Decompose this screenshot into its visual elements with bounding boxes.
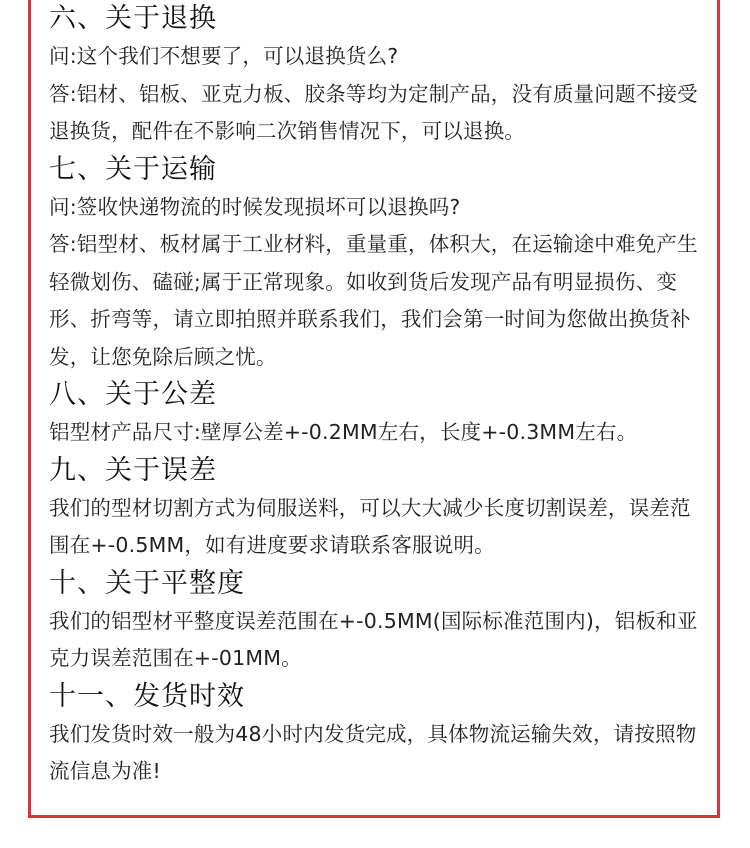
answer-text: 答:铝型材、板材属于工业材料，重量重，体积大，在运输途中难免产生轻微划伤、磕碰;属于正常现象。如收到货后发现产品有明显损伤、变形、折弯等，请立即拍照并联系我们，我们会第一时间为您做出换货补发，让您免除后顾之忧。 [49,232,698,369]
section-tolerance [49,376,709,452]
body-text: 我们发货时效一般为48小时内发货完成，具体物流运输失效，请按照物流信息为准! [49,721,697,783]
policy-content [49,0,709,791]
section-delivery-time [49,678,709,791]
section-flatness [49,565,709,678]
section-title: 九、关于误差 [49,454,217,486]
body-text: 铝型材产品尺寸:壁厚公差+-0.2MM左右，长度+-0.3MM左右。 [49,420,638,444]
body-text: 我们的型材切割方式为伺服送料，可以大大减少长度切割误差，误差范围在+-0.5MM，如有进度要求请联系客服说明。 [49,495,691,557]
answer-text: 答:铝材、铝板、亚克力板、胶条等均为定制产品，没有质量问题不接受退换货，配件在不影响二次销售情况下，可以退换。 [49,81,698,143]
section-error [49,452,709,565]
section-title: 十、关于平整度 [49,567,245,599]
section-shipping [49,151,709,377]
section-title: 十一、发货时效 [49,680,245,712]
section-returns [49,0,709,151]
section-title: 七、关于运输 [49,153,217,185]
question-text: 问:签收快递物流的时候发现损坏可以退换吗? [49,194,461,219]
section-title: 八、关于公差 [49,379,217,410]
body-text: 我们的铝型材平整度误差范围在+-0.5MM(国际标准范围内)，铝板和亚克力误差范围在+-01MM。 [49,608,698,670]
question-text: 问:这个我们不想要了，可以退换货么? [49,44,399,68]
section-title: 六、关于退换 [49,3,217,34]
